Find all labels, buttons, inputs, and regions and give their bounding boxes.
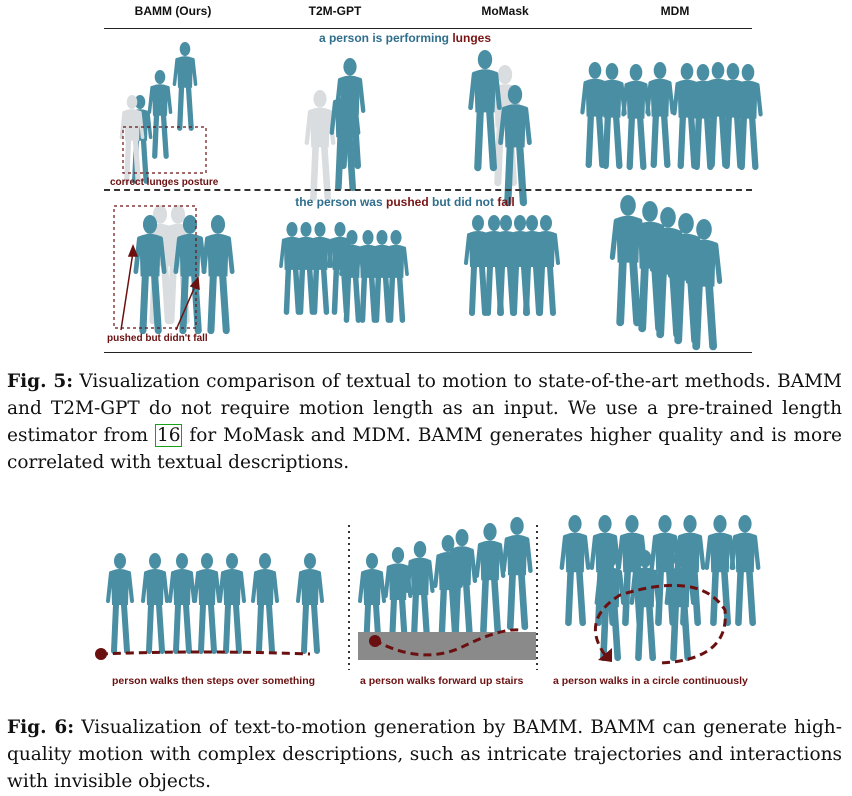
human-figure [732,515,758,623]
human-figure [143,553,167,651]
row2-prompt-part-3: but did not [432,195,494,209]
fig5-caption-text-a: Visualization comparison of textual to motion to state-of-the-art methods. BAMM and T2M-GPT do not require motion length as an input. We use a pre-trained length estimator from [7,371,842,446]
fig6-caption-text: Visualization of text-to-motion generation by BAMM. BAMM can generate high-quality motion with complex descriptions, such as intricate trajectories and interactions with invisible objects. [7,717,842,792]
human-figure [253,553,277,651]
row2-annotation: pushed but didn't fall [107,333,208,344]
human-figure [170,553,194,651]
fig6-label-1: person walks then steps over something [112,675,316,687]
column-header-t2m-gpt: T2M-GPT [308,4,362,18]
fig6-label-3: a person walks in a circle continuously [553,675,748,687]
fig5-caption-label: Fig. 5: [7,371,74,392]
human-figure [195,553,219,651]
trajectory-1-start [95,648,107,660]
column-header-momask: MoMask [481,4,529,18]
human-figure [477,523,503,631]
human-figure [562,515,588,623]
human-figure [386,547,410,647]
fig5-caption-text-b: for MoMask and MDM. BAMM generates higher quality and is more correlated with textual descriptions. [7,425,842,473]
trajectory-1 [100,652,310,654]
human-figure [108,553,132,651]
stairs-block [358,632,536,660]
trajectory-2-start [369,635,381,647]
human-figure [504,517,531,627]
citation-link[interactable]: 16 [156,425,181,446]
row2-prompt-part-4: fall [497,195,515,209]
column-header-bamm: BAMM (Ours) [134,4,212,18]
fig6-caption [7,714,842,795]
row1-annotation: correct lunges posture [110,177,219,188]
row2-prompt-part-1: the person was [295,195,383,209]
fig6-caption-label: Fig. 6: [7,717,75,738]
row2-prompt-part-2: pushed [386,195,429,209]
column-header-mdm: MDM [660,4,690,18]
human-figure [707,515,733,623]
human-figure [298,553,322,651]
fig6-label-2: a person walks forward up stairs [360,675,524,687]
row1-prompt-prefix: a person is performing [318,31,449,45]
row1-prompt-highlight: lunges [452,31,492,45]
human-figure [220,553,244,651]
